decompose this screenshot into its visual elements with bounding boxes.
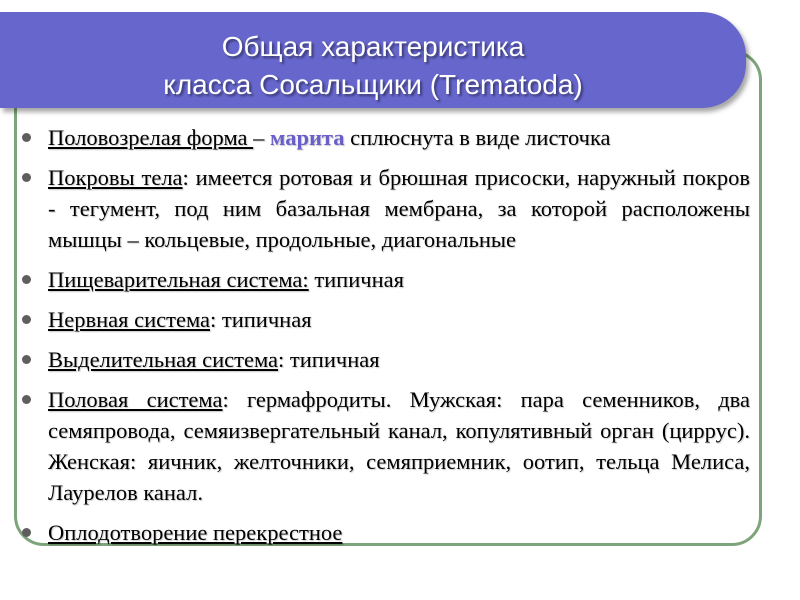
list-item-digestive-system [20, 264, 750, 295]
item-text: : типичная [278, 347, 380, 372]
list-item-mature-form [20, 122, 750, 153]
bullet-icon [22, 315, 31, 324]
list-item-nervous-system [20, 304, 750, 335]
item-term: Выделительная система [48, 347, 279, 372]
item-term: Половозрелая форма [48, 125, 254, 150]
item-text: типичная [308, 267, 404, 292]
list-item-body-cover [20, 162, 750, 255]
bullet-icon [22, 133, 31, 142]
item-term: Пищеварительная система: [48, 267, 309, 292]
bullet-icon [22, 395, 31, 404]
bullet-icon [22, 173, 31, 182]
slide-title [0, 28, 746, 104]
bullet-icon [22, 275, 31, 284]
title-bar [0, 12, 746, 108]
bullet-icon [22, 528, 31, 537]
title-line-1: Общая характеристика [221, 31, 525, 62]
item-highlight-term: марита [270, 125, 345, 150]
title-line-2: класса Сосальщики (Trematoda) [163, 69, 583, 100]
bullet-list [20, 122, 750, 557]
item-term: Покровы тела [48, 165, 183, 190]
list-item-reproductive-system [20, 384, 750, 508]
item-term: Половая система [48, 387, 223, 412]
item-term: Оплодотворение перекрестное [48, 520, 343, 545]
item-text: : гермафродиты. Мужская: пара семенников, два семяпровода, семяизвергательный канал, копулятивный орган (циррус). Женская: яичник, желточники, семяприемник, оотип, тельца Мелиса, Лаурелов канал. [48, 387, 750, 505]
list-item-fertilization [20, 517, 750, 548]
item-dash: – [253, 125, 271, 150]
list-item-excretory-system [20, 344, 750, 375]
item-text: : имеется ротовая и брюшная присоски, наружный покров - тегумент, под ним базальная мембрана, за которой расположены мышцы – кольцевые, продольные, диагональные [48, 165, 750, 252]
bullet-icon [22, 355, 31, 364]
item-term: Нервная система [48, 307, 211, 332]
item-text: : типичная [210, 307, 312, 332]
item-text: сплюснута в виде листочка [344, 125, 611, 150]
